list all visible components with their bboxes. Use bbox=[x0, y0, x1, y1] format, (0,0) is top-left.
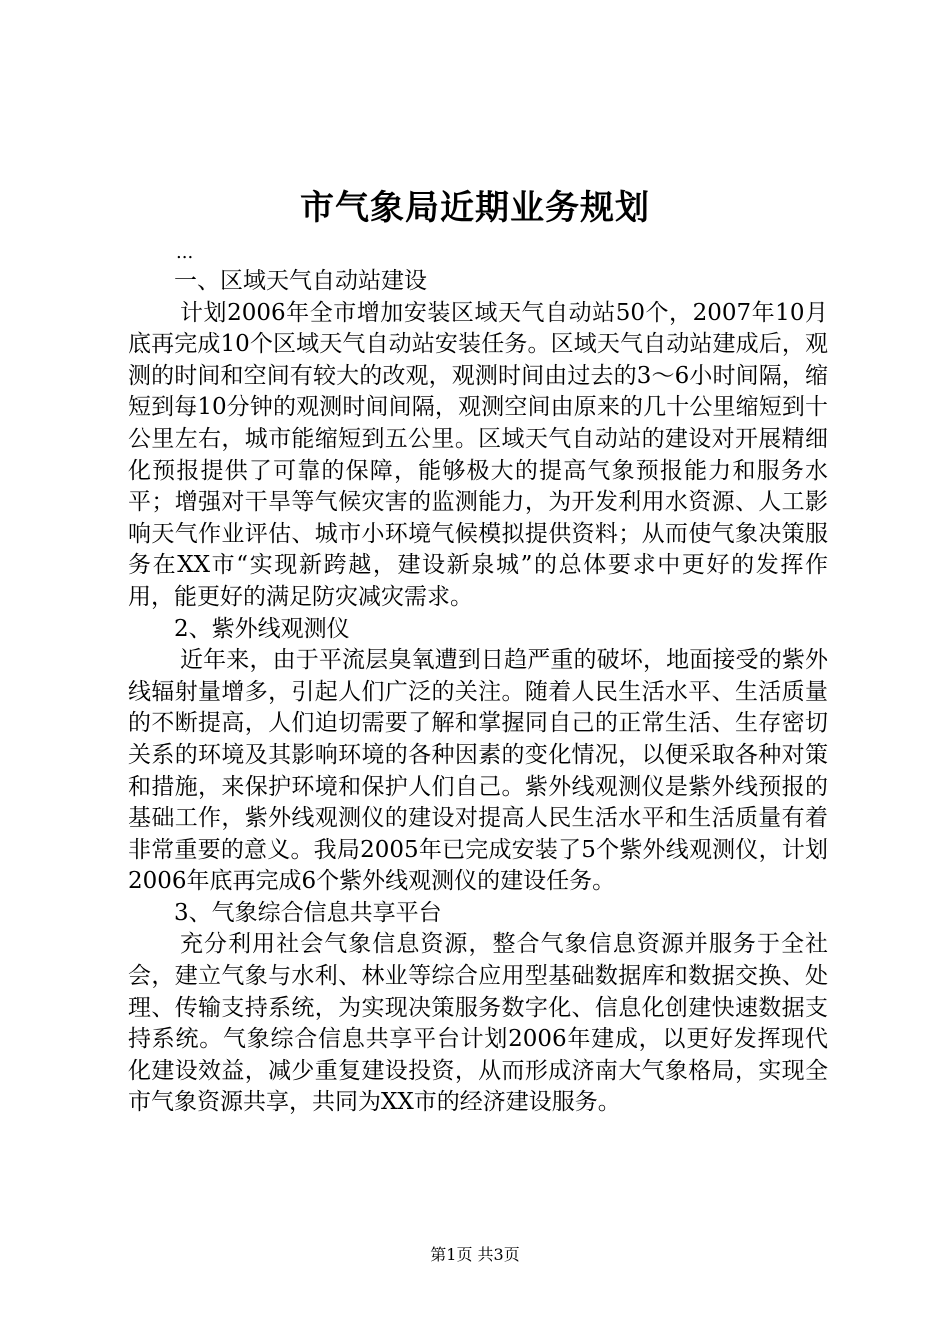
section-paragraph-1: 计划2006年全市增加安装区域天气自动站50个，2007年10月底再完成10个区域天气自动站安装任务。区域天气自动站建成后，观测的时间和空间有较大的改观，观测时间由过去的3～6小时间隔，缩短到每10分钟的观测时间间隔，观测空间由原来的几十公里缩短到十公里左右，城市能缩短到五公里。区域天气自动站的建设对开展精细化预报提供了可靠的保障，能够极大的提高气象预报能力和服务水平；增强对干旱等气候灾害的监测能力，为开发利用水资源、人工影响天气作业评估、城市小环境气候模拟提供资料；从而使气象决策服务在XX市“实现新跨越，建设新泉城”的总体要求中更好的发挥作用，能更好的满足防灾减灾需求。 bbox=[128, 299, 828, 610]
section-heading-1: 一、区域天气自动站建设 bbox=[174, 268, 427, 294]
document-body bbox=[128, 240, 828, 1119]
document-title: 市气象局近期业务规划 bbox=[300, 188, 650, 228]
section-paragraph-2: 近年来，由于平流层臭氧遭到日趋严重的破坏，地面接受的紫外线辐射量增多，引起人们广泛的关注。随着人民生活水平、生活质量的不断提高，人们迫切需要了解和掌握同自己的正常生活、生存密切关系的环境及其影响环境的各种因素的变化情况，以便采取各种对策和措施，来保护环境和保护人们自己。紫外线观测仪是紫外线预报的基础工作，紫外线观测仪的建设对提高人民生活水平和生活质量有着非常重要的意义。我局2005年已完成安装了5个紫外线观测仪，计划2006年底再完成6个紫外线观测仪的建设任务。 bbox=[128, 647, 828, 895]
section-paragraph-3: 充分利用社会气象信息资源，整合气象信息资源并服务于全社会，建立气象与水利、林业等综合应用型基础数据库和数据交换、处理、传输支持系统，为实现决策服务数字化、信息化创建快速数据支持系统。气象综合信息共享平台计划2006年建成，以更好发挥现代化建设效益，减少重复建设投资，从而形成济南大气象格局，实现全市气象资源共享，共同为XX市的经济建设服务。 bbox=[128, 931, 828, 1116]
section-heading-2: 2、紫外线观测仪 bbox=[174, 615, 350, 642]
page-footer: 第1页 共3页 bbox=[430, 1245, 520, 1264]
section-heading-3: 3、气象综合信息共享平台 bbox=[174, 899, 442, 926]
ellipsis-marker: ... bbox=[176, 242, 194, 263]
